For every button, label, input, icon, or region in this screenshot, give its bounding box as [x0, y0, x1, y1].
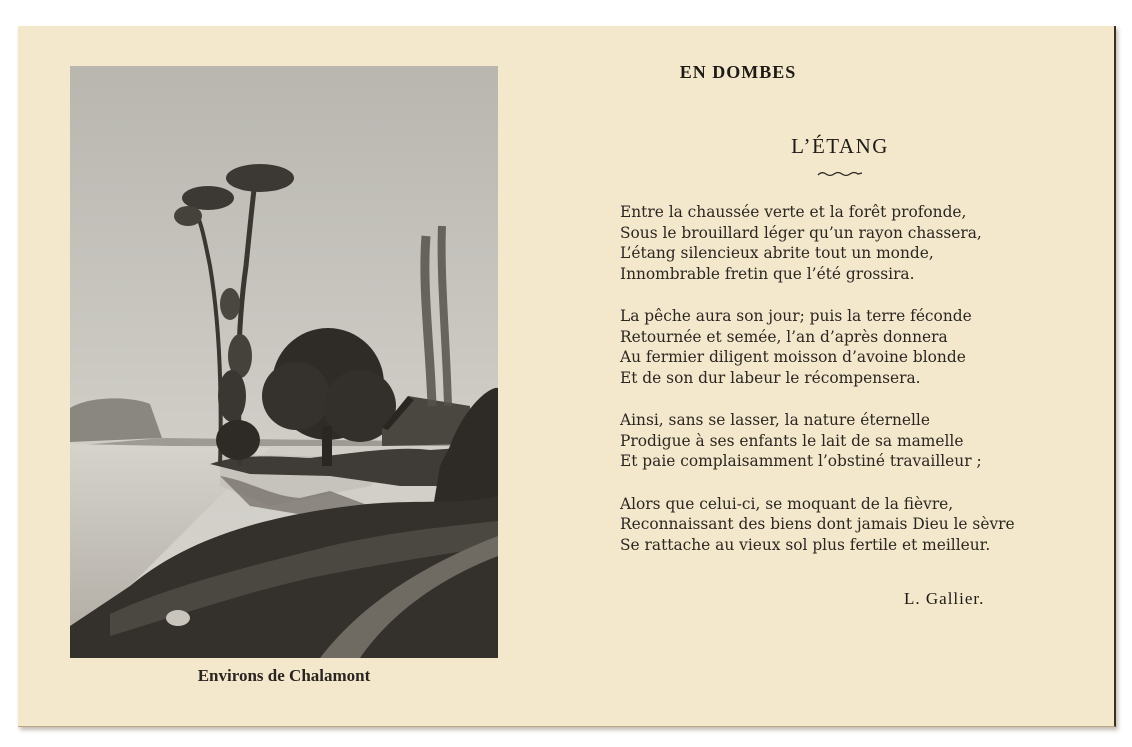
poem-verse-line: Innombrable fretin que l’été grossira. — [620, 264, 915, 283]
poem-stanza — [620, 494, 1090, 556]
poem-verse-line: Et de son dur labeur le récompensera. — [620, 368, 921, 387]
poem-stanza — [620, 306, 1090, 388]
poem-column — [598, 26, 1098, 726]
poem-verse-line: L’étang silencieux abrite tout un monde, — [620, 244, 934, 262]
landscape-illustration — [70, 66, 498, 658]
illustration-caption: Environs de Chalamont — [197, 666, 371, 685]
poem-title: L’ÉTANG — [791, 134, 889, 158]
tilde-flourish-icon — [816, 170, 864, 178]
poem-verse-line: Entre la chaussée verte et la forêt profonde, — [620, 203, 967, 221]
poem-body — [620, 202, 1090, 577]
poem-verse-line: La pêche aura son jour; puis la terre féconde — [620, 307, 972, 325]
poem-verse-line: Au fermier diligent moisson d’avoine blonde — [620, 348, 966, 366]
poem-verse-line: Alors que celui-ci, se moquant de la fièvre, — [620, 494, 954, 513]
poem-author: L. Gallier. — [904, 589, 985, 608]
poem-verse-line: Se rattache au vieux sol plus fertile et meilleur. — [620, 535, 991, 554]
poem-verse-line: Ainsi, sans se lasser, la nature éternelle — [620, 411, 930, 429]
poem-stanza — [620, 202, 1090, 284]
poem-verse-line: Sous le brouillard léger qu’un rayon chassera, — [620, 223, 982, 242]
poem-verse-line: Retournée et semée, l’an d’après donnera — [620, 327, 948, 346]
poem-verse-line: Et paie complaisamment l’obstiné travailleur ; — [620, 452, 982, 470]
postcard — [18, 26, 1116, 727]
poem-verse-line: Prodigue à ses enfants le lait de sa mamelle — [620, 431, 964, 450]
poem-verse-line: Reconnaissant des biens dont jamais Dieu le sèvre — [620, 515, 1015, 533]
region-heading: EN DOMBES — [679, 62, 797, 82]
poem-stanza — [620, 410, 1090, 472]
